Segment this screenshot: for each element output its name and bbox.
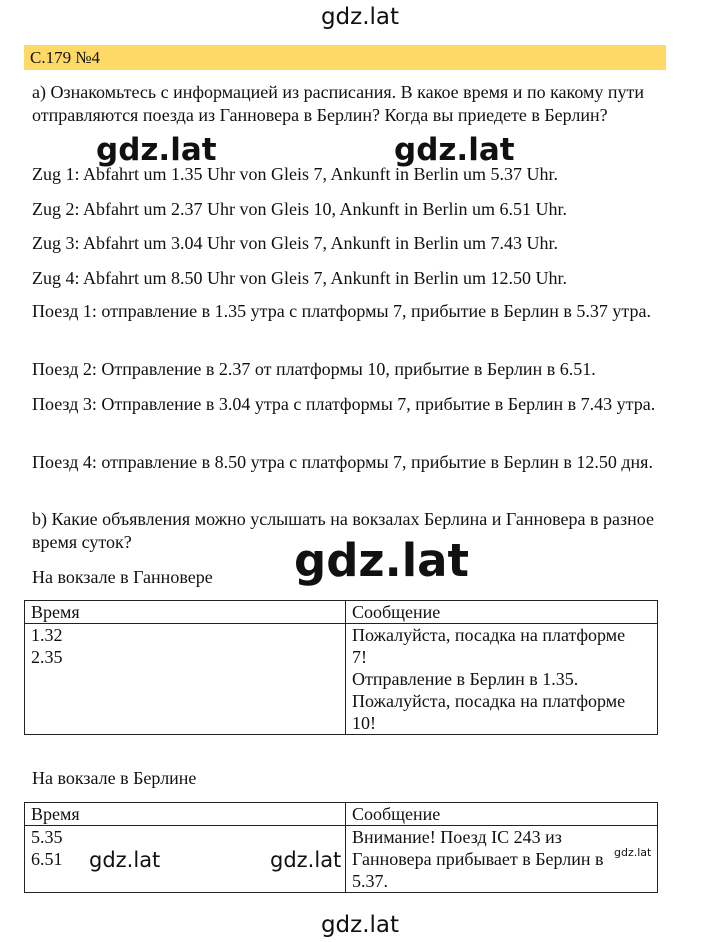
message-line: Внимание! Поезд IC 243 из [352, 827, 562, 847]
time-cell [25, 624, 346, 735]
russian-line-1: Поезд 1: отправление в 1.35 утра с платформы 7, прибытие в Берлин в 5.37 утра. [32, 301, 651, 321]
message-cell [346, 624, 658, 735]
question-b: b) Какие объявления можно услышать на вокзалах Берлина и Ганновера в разное время суток? [32, 509, 654, 552]
col-message-header: Сообщение [346, 803, 658, 826]
german-line-2: Zug 2: Abfahrt um 2.37 Uhr von Gleis 10, Ankunft in Berlin um 6.51 Uhr. [32, 199, 567, 219]
watermark-bold-2: gdz.lat [394, 132, 515, 168]
watermark-top: gdz.lat [320, 4, 400, 30]
message-cell [346, 826, 658, 893]
table-header-row [25, 803, 658, 826]
german-line-1: Zug 1: Abfahrt um 1.35 Uhr von Gleis 7, Ankunft in Berlin um 5.37 Uhr. [32, 164, 558, 184]
col-message-header: Сообщение [346, 601, 658, 624]
watermark-small-2: gdz.lat [270, 848, 342, 872]
watermark-big: gdz.lat [294, 534, 470, 587]
message-line: 10! [352, 713, 376, 733]
message-line: Пожалуйста, посадка на платформе [352, 625, 626, 645]
page-title: С.179 №4 [24, 45, 666, 70]
time-value: 1.32 [31, 625, 63, 645]
question-a: а) Ознакомьтесь с информацией из расписания. В какое время и по какому пути отправляются поезда из Ганновера в Берлин? Когда вы приедете в Берлин? [32, 82, 645, 125]
time-value: 6.51 [31, 849, 63, 869]
watermark-small-1: gdz.lat [89, 848, 161, 872]
time-value: 5.35 [31, 827, 63, 847]
hannover-table [24, 600, 658, 735]
col-time-header: Время [25, 601, 346, 624]
message-line: 5.37. [352, 871, 388, 891]
col-time-header: Время [25, 803, 346, 826]
watermark-bold-1: gdz.lat [96, 132, 217, 168]
german-line-3: Zug 3: Abfahrt um 3.04 Uhr von Gleis 7, Ankunft in Berlin um 7.43 Uhr. [32, 233, 558, 253]
table-row [25, 624, 658, 735]
message-line: Отправление в Берлин в 1.35. [352, 669, 579, 689]
message-line: 7! [352, 647, 367, 667]
time-value: 2.35 [31, 647, 63, 667]
berlin-heading: На вокзале в Берлине [32, 768, 197, 788]
table-header-row [25, 601, 658, 624]
russian-line-2: Поезд 2: Отправление в 2.37 от платформы 10, прибытие в Берлин в 6.51. [32, 359, 596, 379]
german-line-4: Zug 4: Abfahrt um 8.50 Uhr von Gleis 7, Ankunft in Berlin um 12.50 Uhr. [32, 268, 567, 288]
russian-line-4: Поезд 4: отправление в 8.50 утра с платформы 7, прибытие в Берлин в 12.50 дня. [32, 452, 653, 472]
message-line: Пожалуйста, посадка на платформе [352, 691, 626, 711]
hannover-heading: На вокзале в Ганновере [32, 567, 213, 587]
message-line: Ганновера прибывает в Берлин в [352, 849, 604, 869]
watermark-bottom: gdz.lat [320, 912, 400, 938]
watermark-tiny: gdz.lat [614, 846, 652, 859]
russian-line-3: Поезд 3: Отправление в 3.04 утра с платформы 7, прибытие в Берлин в 7.43 утра. [32, 394, 656, 414]
